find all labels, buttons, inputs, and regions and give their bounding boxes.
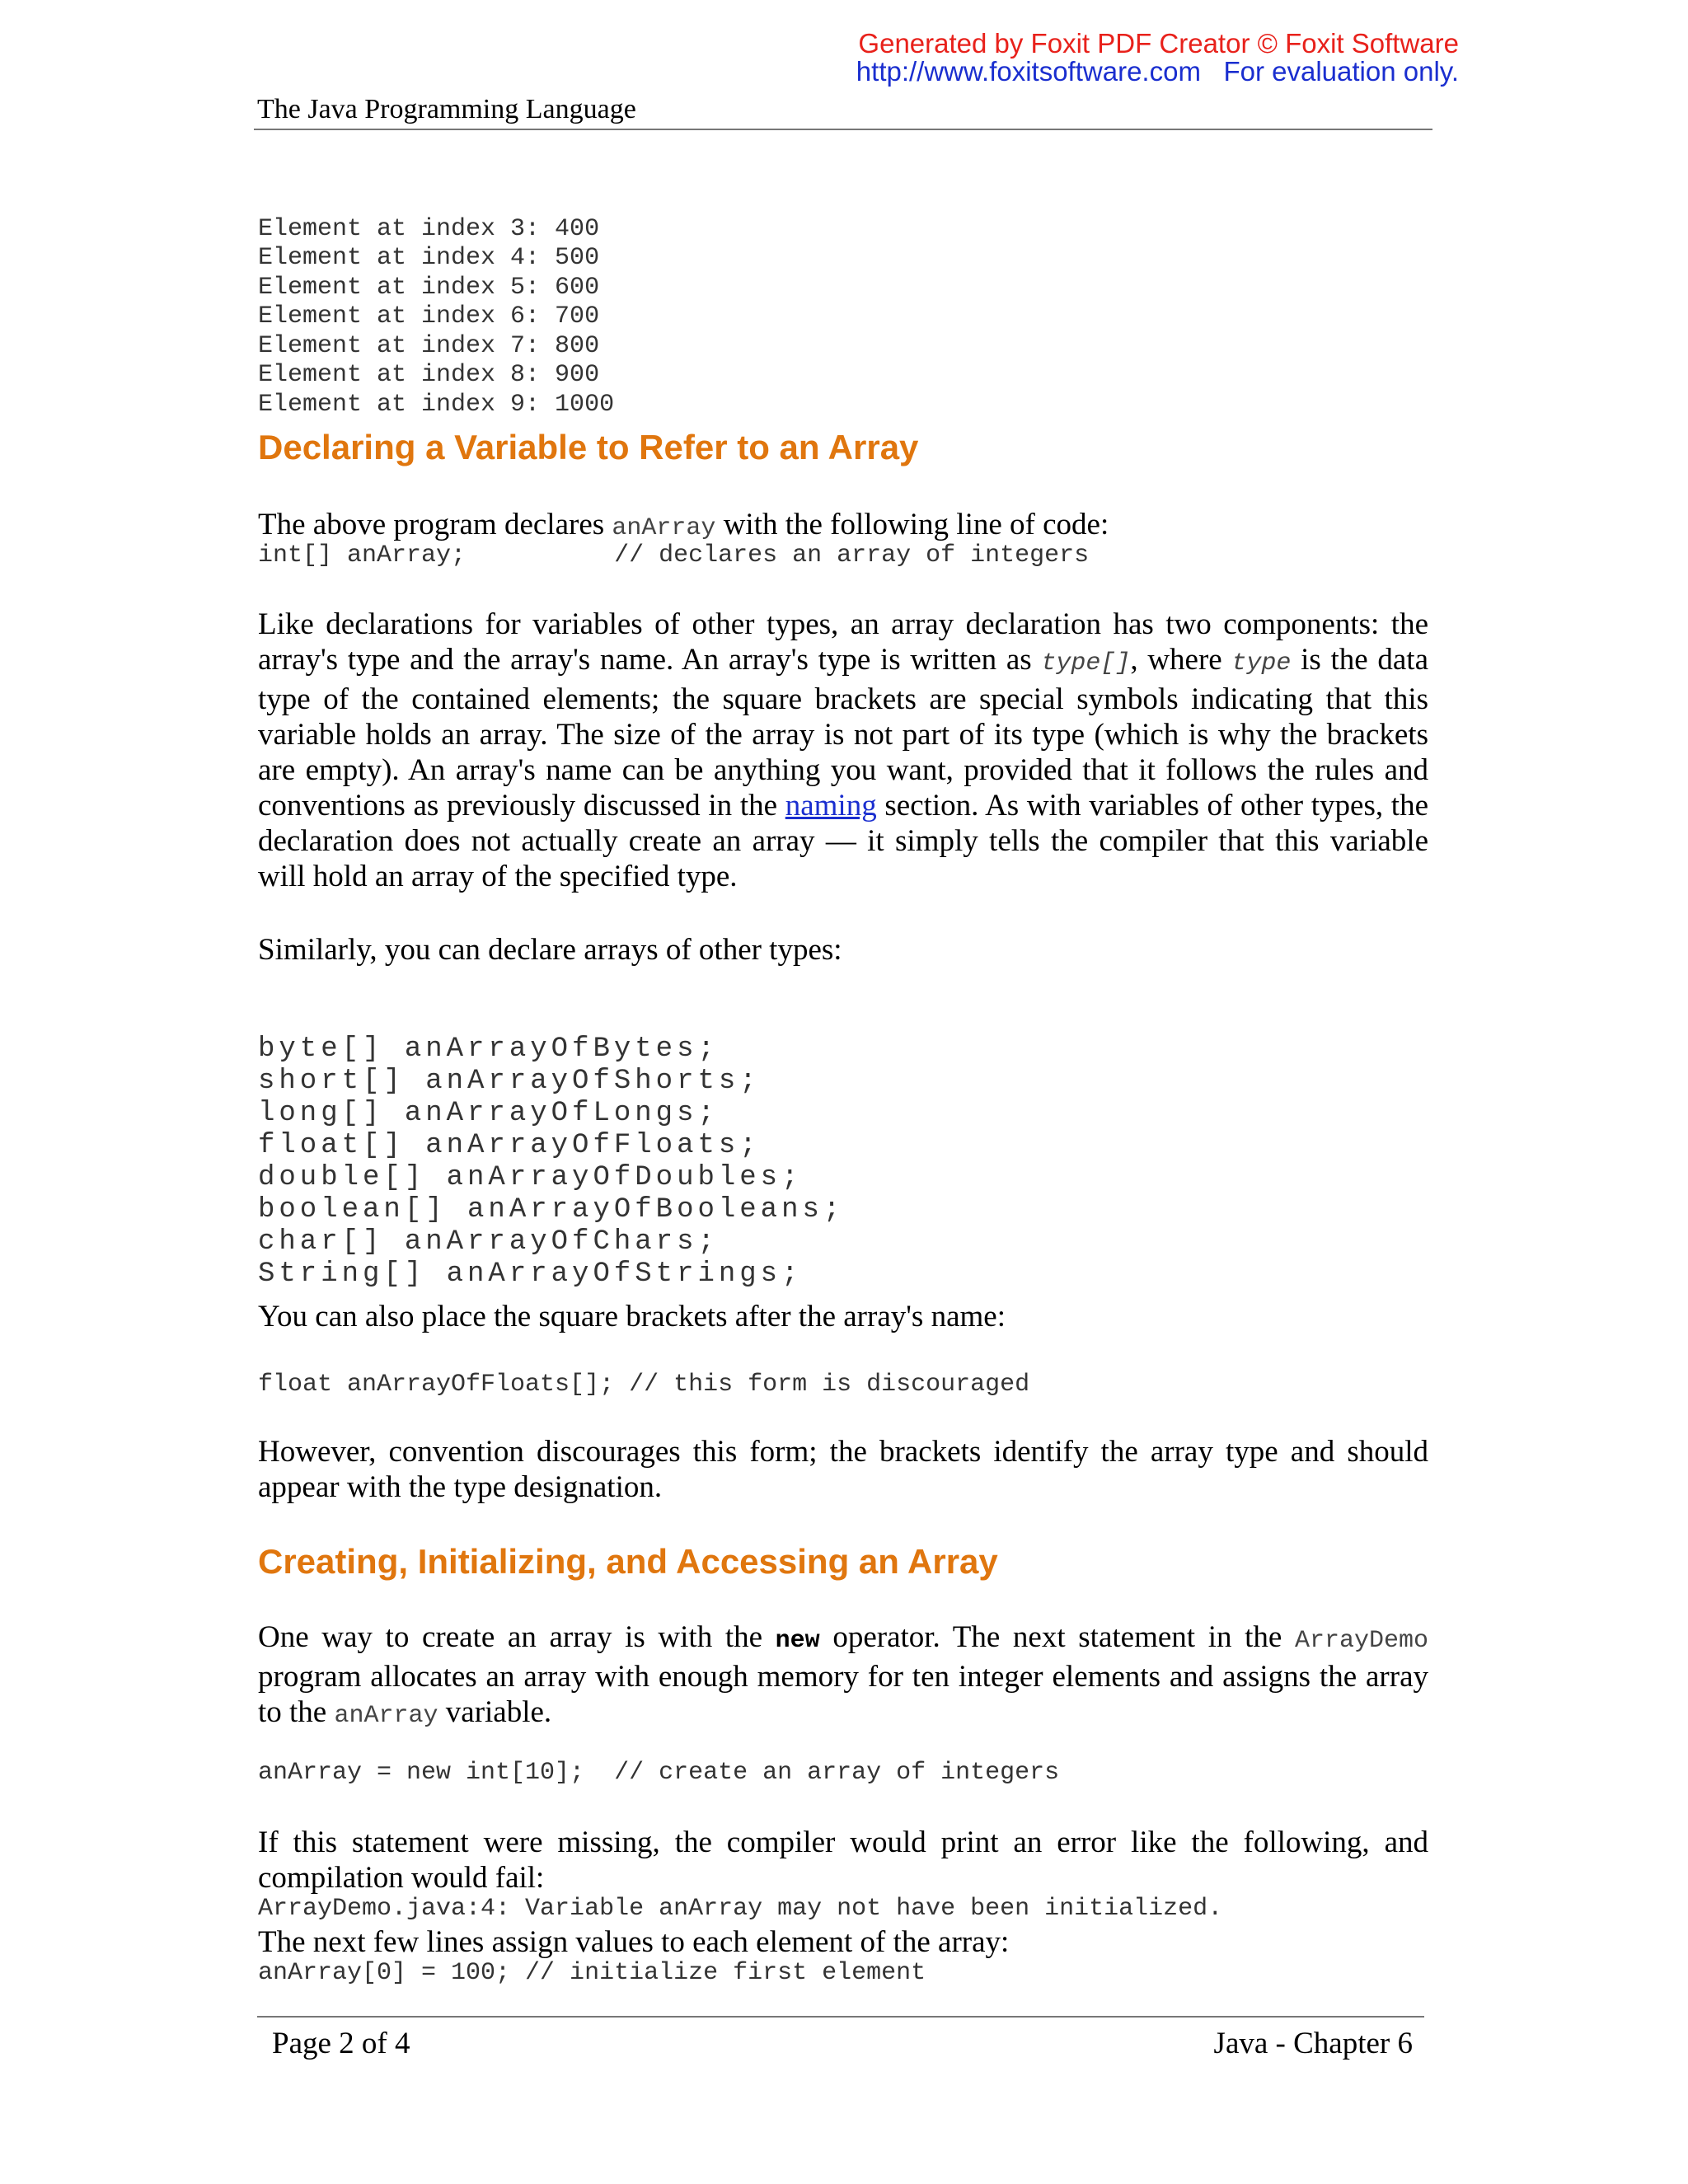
watermark: [841, 30, 1459, 86]
program-output: [258, 185, 614, 449]
output-line: Element at index 9: 1000: [258, 390, 615, 419]
watermark-url[interactable]: http://www.foxitsoftware.com: [856, 56, 1201, 87]
footer-page-number: Page 2 of 4: [272, 2027, 410, 2060]
code-line: long[] anArrayOfLongs;: [258, 1098, 719, 1129]
inline-code-anarray-2: anArray: [334, 1702, 438, 1730]
paragraph-new-operator: One way to create an array is with the new operator. The next statement in the ArrayDemo program allocates an array with enough memory for ten integer elements and assigns the array to the anArray variable.: [258, 1620, 1428, 1730]
new-array-code: anArray = new int[10]; // create an array of integers: [258, 1759, 1060, 1787]
footer-chapter: Java - Chapter 6: [1213, 2027, 1413, 2060]
code-line: byte[] anArrayOfBytes;: [258, 1033, 719, 1065]
code-line: short[] anArrayOfShorts;: [258, 1066, 761, 1097]
alternate-form-code: float anArrayOfFloats[]; // this form is discouraged: [258, 1371, 1030, 1399]
type-declarations-code: [258, 1001, 844, 1323]
output-line: Element at index 7: 800: [258, 331, 600, 360]
watermark-note: For evaluation only.: [1223, 56, 1459, 87]
inline-code-type: type: [1231, 649, 1292, 677]
code-line: boolean[] anArrayOfBooleans;: [258, 1194, 845, 1226]
code-line: char[] anArrayOfChars;: [258, 1226, 719, 1258]
code-line: float[] anArrayOfFloats;: [258, 1130, 761, 1161]
declaration-code: int[] anArray; // declares an array of integers: [258, 541, 1090, 569]
code-line: String[] anArrayOfStrings;: [258, 1258, 803, 1290]
inline-code-new: new: [775, 1627, 820, 1655]
naming-link[interactable]: naming: [785, 789, 877, 823]
output-line: Element at index 5: 600: [258, 273, 600, 302]
inline-code-arraydemo: ArrayDemo: [1294, 1627, 1428, 1655]
compiler-error-code: ArrayDemo.java:4: Variable anArray may not have been initialized.: [258, 1895, 1223, 1923]
watermark-generator: Generated by Foxit PDF Creator © Foxit Software: [858, 28, 1459, 59]
paragraph-convention: However, convention discourages this form; the brackets identify the array type and should appear with the type designation.: [258, 1435, 1428, 1504]
paragraph-alternate: You can also place the square brackets after the array's name:: [258, 1300, 1006, 1333]
page-header-title: The Java Programming Language: [257, 94, 636, 124]
output-line: Element at index 4: 500: [258, 244, 600, 272]
paragraph-components: Like declarations for variables of other types, an array declaration has two components: the array's type and the array's name. An array's type is written as type[], where type is the data type of the contained elements; the square brackets are special symbols indicating that this variable holds an array. The size of the array is not part of its type (which is why the brackets are empty). An array's name can be anything you want, provided that it follows the rules and conventions as previously discussed in the naming section. As with variables of other types, the declaration does not actually create an array — it simply tells the compiler that this variable will hold an array of the specified type.: [258, 607, 1429, 893]
paragraph-similarly: Similarly, you can declare arrays of other types:: [258, 933, 842, 967]
section-heading-declaring: Declaring a Variable to Refer to an Array: [258, 428, 919, 466]
code-line: double[] anArrayOfDoubles;: [258, 1162, 803, 1193]
footer-divider: [257, 2016, 1424, 2018]
output-line: Element at index 6: 700: [258, 302, 600, 330]
paragraph-declares: The above program declares anArray with the following line of code:: [258, 508, 1109, 542]
assign-element-code: anArray[0] = 100; // initialize first element: [258, 1959, 926, 1987]
paragraph-missing-statement: If this statement were missing, the compiler would print an error like the following, and compilation would fail:: [258, 1825, 1428, 1895]
paragraph-assign-values: The next few lines assign values to each element of the array:: [258, 1925, 1010, 1959]
output-line: Element at index 8: 900: [258, 361, 600, 389]
inline-code-type-array: type[]: [1041, 649, 1131, 677]
output-line: Element at index 3: 400: [258, 214, 600, 243]
inline-code-anarray: anArray: [612, 514, 716, 542]
section-heading-creating: Creating, Initializing, and Accessing an Array: [258, 1542, 998, 1581]
header-divider: [254, 129, 1432, 130]
